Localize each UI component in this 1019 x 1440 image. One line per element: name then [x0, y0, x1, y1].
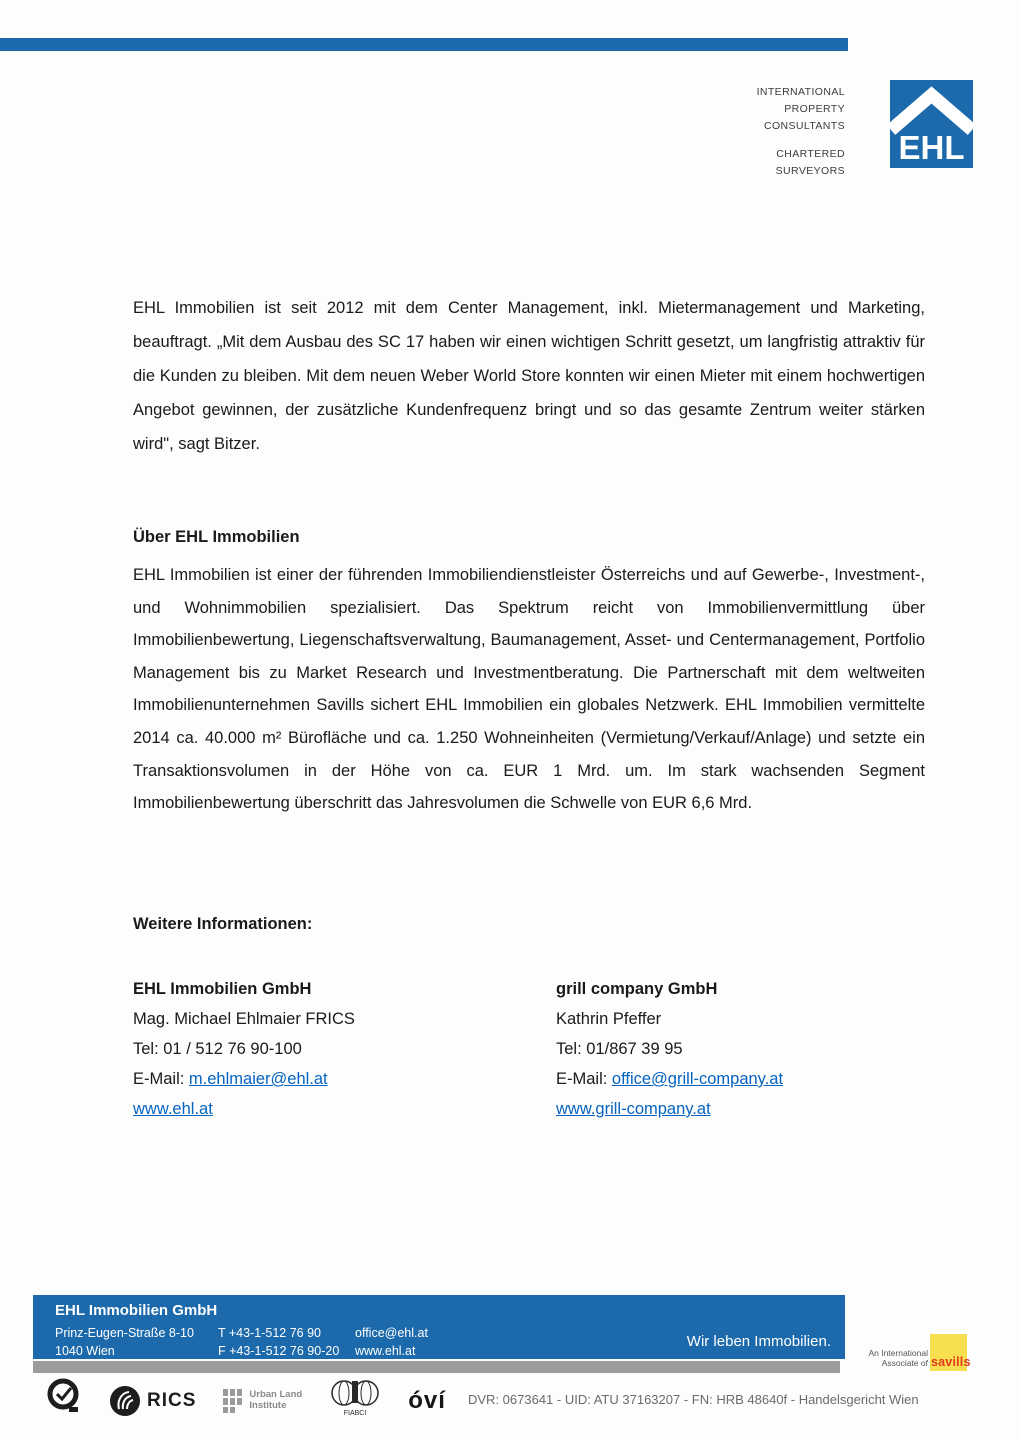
tagline-line: CONSULTANTS — [763, 120, 845, 132]
fiabci-logo — [329, 1377, 381, 1424]
email-label: E-Mail: — [133, 1070, 189, 1088]
svg-text:EHL: EHL — [898, 129, 965, 166]
footer-email: office@ehl.at — [355, 1326, 428, 1340]
partner-logos-row — [45, 1378, 446, 1423]
contact-card-grill-company — [556, 974, 783, 1124]
footer-address — [55, 1324, 194, 1360]
contact-phone: Tel: 01/867 39 95 — [556, 1040, 683, 1058]
footer-website: www.ehl.at — [355, 1344, 416, 1358]
savills-prefix-line: An International — [868, 1348, 928, 1358]
footer-slogan: Wir leben Immobilien. — [686, 1333, 831, 1350]
footer-address-line: 1040 Wien — [55, 1344, 115, 1358]
tagline-line: INTERNATIONAL — [756, 86, 845, 98]
footer-address-line: Prinz-Eugen-Straße 8-10 — [55, 1326, 194, 1340]
uli-line: Institute — [249, 1399, 287, 1411]
savills-logo — [858, 1334, 971, 1371]
footer-company: EHL Immobilien GmbH — [55, 1302, 218, 1319]
contact-card-ehl — [133, 974, 355, 1124]
ovi-logo: óví — [408, 1386, 446, 1414]
ehl-logo-icon — [890, 80, 973, 168]
website-link[interactable]: www.ehl.at — [133, 1100, 213, 1118]
quality-austria-icon — [45, 1377, 82, 1424]
intro-paragraph: EHL Immobilien ist seit 2012 mit dem Center Management, inkl. Mietermanagement und Marketing, beauftragt. „Mit dem Ausbau des SC 17 haben wir einen wichtigen Schritt gesetzt, um langfristig attraktiv für die Kunden zu bleiben. Mit dem neuen Weber World Store konnten wir einen Mieter mit einem hochwertigen Angebot gewinnen, der zusätzliche Kundenfrequenz bringt und so das gesamte Zentrum weiter stärken wird", sagt Bitzer. — [133, 299, 925, 453]
about-heading: Über EHL Immobilien — [133, 528, 300, 546]
footer-phone-line: T +43-1-512 76 90 — [218, 1326, 321, 1340]
contact-phone: Tel: 01 / 512 76 90-100 — [133, 1040, 302, 1058]
rics-icon — [109, 1385, 141, 1417]
contact-company: grill company GmbH — [556, 980, 718, 998]
uli-wordmark — [249, 1390, 302, 1411]
footer-bar — [33, 1295, 845, 1359]
email-link[interactable]: office@grill-company.at — [611, 1070, 784, 1088]
more-info-heading: Weitere Informationen: — [133, 915, 313, 933]
savills-box — [930, 1334, 971, 1371]
contact-email-row — [133, 1064, 355, 1094]
footer-phones — [218, 1324, 339, 1360]
about-paragraph: EHL Immobilien ist einer der führenden Immobiliendienstleister Österreichs und auf Gewerbe-, Investment-, und Wohnimmobilien spezialisiert. Das Spektrum reicht von Immobilienvermittlung über Immobilienbewertung, Liegenschaftsverwaltung, Baumanagement, Asset- und Centermanagement, Portfolio Management bis zu Market Research und Investmentberatung. Die Partnerschaft mit dem weltweiten Immobilienunternehmen Savills sichert EHL Immobilien ein globales Netzwerk. EHL Immobilien vermittelte 2014 ca. 40.000 m² Bürofläche und ca. 1.250 Wohneinheiten (Vermietung/Verkauf/Anlage) und setzte ein Transaktionsvolumen in der Höhe von ca. EUR 1 Mrd. um. Im stark wachsenden Segment Immobilienbewertung überschritt das Jahresvolumen die Schwelle von EUR 6,6 Mrd. — [133, 566, 925, 813]
savills-prefix-line: Associate of — [881, 1358, 928, 1368]
savills-prefix — [858, 1348, 928, 1368]
tagline-line: CHARTERED — [776, 148, 845, 160]
footer-gray-bar — [33, 1361, 840, 1373]
uli-icon — [223, 1389, 243, 1413]
contact-person: Mag. Michael Ehlmaier FRICS — [133, 1010, 355, 1028]
ehl-logo — [890, 80, 973, 168]
uli-logo — [223, 1389, 302, 1413]
tagline-line: SURVEYORS — [775, 165, 845, 177]
contact-web-row — [133, 1094, 355, 1124]
contact-person: Kathrin Pfeffer — [556, 1010, 662, 1028]
contact-email-row — [556, 1064, 783, 1094]
contact-company: EHL Immobilien GmbH — [133, 980, 312, 998]
tagline-line: PROPERTY — [784, 103, 845, 115]
email-link[interactable]: m.ehlmaier@ehl.at — [188, 1070, 328, 1088]
savills-wordmark: savills — [931, 1355, 971, 1369]
email-label: E-Mail: — [556, 1070, 612, 1088]
rics-logo — [109, 1385, 196, 1417]
rics-wordmark: RICS — [147, 1389, 197, 1411]
website-link[interactable]: www.grill-company.at — [556, 1100, 711, 1118]
footer-phone-line: F +43-1-512 76 90-20 — [218, 1344, 340, 1358]
svg-text:FIABCI: FIABCI — [343, 1410, 367, 1417]
top-accent-bar — [0, 38, 848, 51]
contact-web-row — [556, 1094, 783, 1124]
footer-web — [355, 1324, 428, 1360]
company-tagline — [757, 84, 845, 180]
uli-line: Urban Land — [249, 1389, 303, 1400]
registry-line: DVR: 0673641 - UID: ATU 37163207 - FN: HRB 48640f - Handelsgericht Wien — [468, 1392, 919, 1407]
